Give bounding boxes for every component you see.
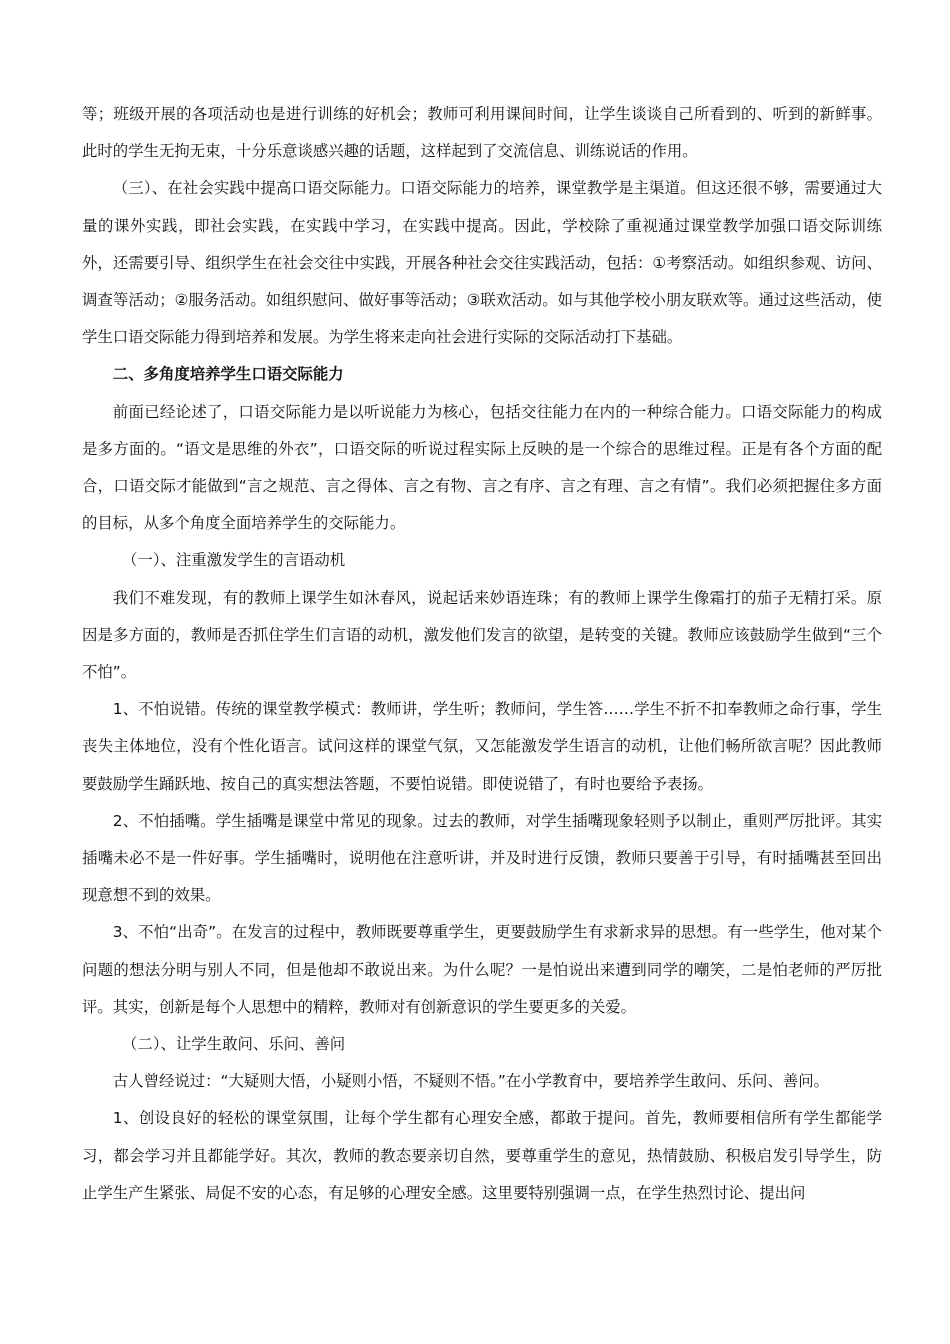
paragraph-social-practice: （三）、在社会实践中提高口语交际能力。口语交际能力的培养，课堂教学是主渠道。但这还很不够，需要通过大量的课外实践，即社会实践，在实践中学习，在实践中提高。因此，学校除了重视通过课堂教学加强口语交际训练外，还需要引导、组织学生在社会交往中实践，开展各种社会交往实践活动，包括：①考察活动。如组织参观、访问、调查等活动；②服务活动。如组织慰问、做好事等活动；③联欢活动。如与其他学校小朋友联欢等。通过这些活动，使学生口语交际能力得到培养和发展。为学生将来走向社会进行实际的交际活动打下基础。 (82, 179, 882, 347)
paragraph-point-3: 3、不怕“出奇”。在发言的过程中，教师既要尊重学生，更要鼓励学生有求新求异的思想。有一些学生，他对某个问题的想法分明与别人不同，但是他却不敢说出来。为什么呢？一是怕说出来遭到同学的嘲笑，二是怕老师的严厉批评。其实，创新是每个人思想中的精粹，教师对有创新意识的学生要更多的关爱。 (82, 923, 882, 1016)
subheading-asking: （二）、让学生敢问、乐问、善问 (122, 1035, 346, 1054)
paragraph-quote: 古人曾经说过：“大疑则大悟，小疑则小悟，不疑则不悟。”在小学教育中，要培养学生敢问、乐问、善问。 (112, 1072, 830, 1091)
paragraph-intro: 前面已经论述了，口语交际能力是以听说能力为核心，包括交往能力在内的一种综合能力。口语交际能力的构成是多方面的。“语文是思维的外衣”，口语交际的听说过程实际上反映的是一个综合的思维过程。正是有各个方面的配合，口语交际才能做到“言之规范、言之得体、言之有物、言之有序、言之有理、言之有情”。我们必须把握住多方面的目标，从多个角度全面培养学生的交际能力。 (82, 402, 882, 533)
subheading-motivation: （一）、注重激发学生的言语动机 (122, 551, 346, 570)
paragraph-point-2: 2、不怕插嘴。学生插嘴是课堂中常见的现象。过去的教师，对学生插嘴现象轻则予以制止，重则严厉批评。其实插嘴未必不是一件好事。学生插嘴时，说明他在注意听讲，并及时进行反馈，教师只要善于引导，有时插嘴甚至回出现意想不到的效果。 (82, 811, 882, 905)
section-heading: 二、多角度培养学生口语交际能力 (112, 365, 344, 384)
paragraph-motivation: 我们不难发现，有的教师上课学生如沐春风，说起话来妙语连珠；有的教师上课学生像霜打的茄子无精打采。原因是多方面的，教师是否抓住学生们言语的动机，激发他们发言的欲望，是转变的关键。教师应该鼓励学生做到“三个不怕”。 (82, 588, 882, 682)
paragraph-atmosphere: 1、创设良好的轻松的课堂氛围，让每个学生都有心理安全感，都敢于提问。首先，教师要相信所有学生都能学习，都会学习并且都能学好。其次，教师的教态要亲切自然，要尊重学生的意见，热情鼓励、积极启发引导学生，防止学生产生紧张、局促不安的心态，有足够的心理安全感。这里要特别强调一点，在学生热烈讨论、提出问 (82, 1109, 882, 1202)
paragraph-point-1: 1、不怕说错。传统的课堂教学模式：教师讲，学生听；教师问，学生答……学生不折不扣奉教师之命行事，学生丧失主体地位，没有个性化语言。试问这样的课堂气氛，又怎能激发学生语言的动机，让他们畅所欲言呢？因此教师要鼓励学生踊跃地、按自己的真实想法答题，不要怕说错。即使说错了，有时也要给予表扬。 (82, 700, 882, 793)
document-page (82, 96, 882, 1212)
paragraph-continued: 等；班级开展的各项活动也是进行训练的好机会；教师可利用课间时间，让学生谈谈自己所看到的、听到的新鲜事。此时的学生无拘无束，十分乐意谈感兴趣的话题，这样起到了交流信息、训练说话的作用。 (82, 105, 882, 161)
